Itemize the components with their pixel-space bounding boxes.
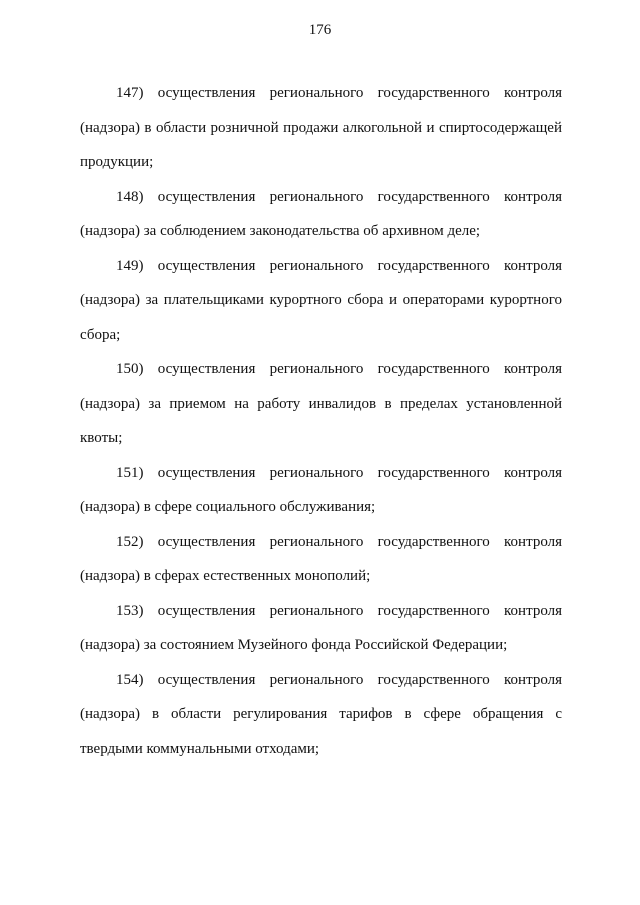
list-item xyxy=(80,249,562,353)
item-number: 150) xyxy=(116,361,144,377)
item-text: осуществления регионального государственного контроля (надзора) за соблюдением законодательства об архивном деле; xyxy=(80,188,563,239)
list-item xyxy=(80,456,562,525)
item-number: 153) xyxy=(116,602,144,619)
item-text: осуществления регионального государственного контроля (надзора) в области розничной продажи алкогольной и спиртосодержащей продукции; xyxy=(80,85,563,170)
page-number: 176 xyxy=(308,22,332,38)
item-text: осуществления регионального государственного контроля (надзора) в сферах естественных монополий; xyxy=(80,533,563,584)
item-text: осуществления регионального государственного контроля (надзора) за состоянием Музейного фонда Российской Федерации; xyxy=(80,602,563,653)
item-number: 147) xyxy=(116,85,144,101)
item-text: осуществления регионального государственного контроля (надзора) в области регулирования тарифов в сфере обращения с твердыми коммунальными отходами; xyxy=(80,671,563,757)
list-item xyxy=(80,76,562,180)
item-number: 151) xyxy=(116,464,144,481)
item-number: 154) xyxy=(116,671,144,688)
document-body xyxy=(80,76,562,766)
item-text: осуществления регионального государственного контроля (надзора) в сфере социального обслуживания; xyxy=(80,464,563,515)
list-item xyxy=(80,525,562,594)
item-number: 148) xyxy=(116,188,144,205)
item-text: осуществления регионального государственного контроля (надзора) за приемом на работу инвалидов в пределах установленной квоты; xyxy=(80,361,563,446)
item-number: 149) xyxy=(116,257,144,274)
list-item xyxy=(80,180,562,249)
item-text: осуществления регионального государственного контроля (надзора) за плательщиками курортного сбора и операторами курортного сбора; xyxy=(80,257,563,343)
list-item xyxy=(80,663,562,767)
list-item xyxy=(80,352,562,456)
item-number: 152) xyxy=(116,533,144,550)
list-item xyxy=(80,594,562,663)
